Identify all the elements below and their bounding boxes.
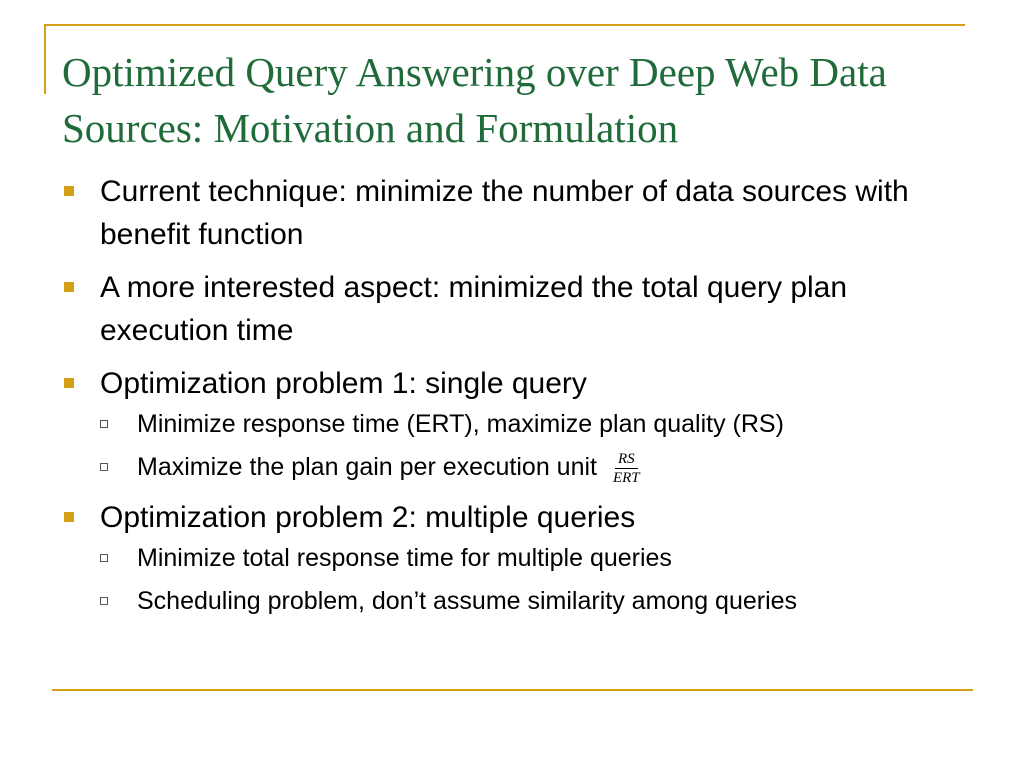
bottom-border-line [52, 689, 973, 691]
sub-bullet-item [100, 584, 962, 619]
fraction-numerator: RS [615, 451, 638, 469]
bullet-item [62, 496, 962, 619]
sub-bullet-item [100, 450, 962, 486]
sub-bullet-text: Scheduling problem, don’t assume similarity among queries [137, 586, 798, 615]
bullet-text: Current technique: minimize the number of data sources with benefit function [100, 175, 909, 251]
square-bullet-icon [64, 512, 74, 522]
bullet-text: Optimization problem 2: multiple queries [100, 500, 636, 534]
bullet-text: Optimization problem 1: single query [100, 367, 587, 400]
sub-bullet-list [100, 541, 962, 619]
top-border-line [44, 24, 965, 26]
fraction-denominator: ERT [612, 469, 640, 486]
bullet-item [62, 170, 962, 256]
square-bullet-icon [64, 282, 74, 292]
bullet-list [62, 170, 962, 629]
left-border-line [44, 24, 46, 94]
sub-bullet-text: Maximize the plan gain per execution unit [137, 453, 597, 481]
square-bullet-icon [64, 378, 74, 388]
sub-bullet-list [100, 407, 962, 486]
bullet-item [62, 266, 962, 352]
hollow-square-bullet-icon [100, 554, 108, 562]
hollow-square-bullet-icon [100, 597, 108, 605]
hollow-square-bullet-icon [100, 420, 108, 428]
sub-bullet-text: Minimize response time (ERT), maximize plan quality (RS) [137, 410, 784, 438]
bullet-text: A more interested aspect: minimized the total query plan execution time [100, 271, 848, 347]
bullet-item [62, 362, 962, 486]
hollow-square-bullet-icon [100, 463, 108, 471]
slide-title: Optimized Query Answering over Deep Web Data Sources: Motivation and Formulation [62, 49, 887, 151]
sub-bullet-item [100, 407, 962, 442]
square-bullet-icon [64, 186, 74, 196]
rs-over-ert-fraction [610, 451, 643, 486]
sub-bullet-item [100, 541, 962, 576]
sub-bullet-text: Minimize total response time for multiple queries [137, 543, 672, 572]
